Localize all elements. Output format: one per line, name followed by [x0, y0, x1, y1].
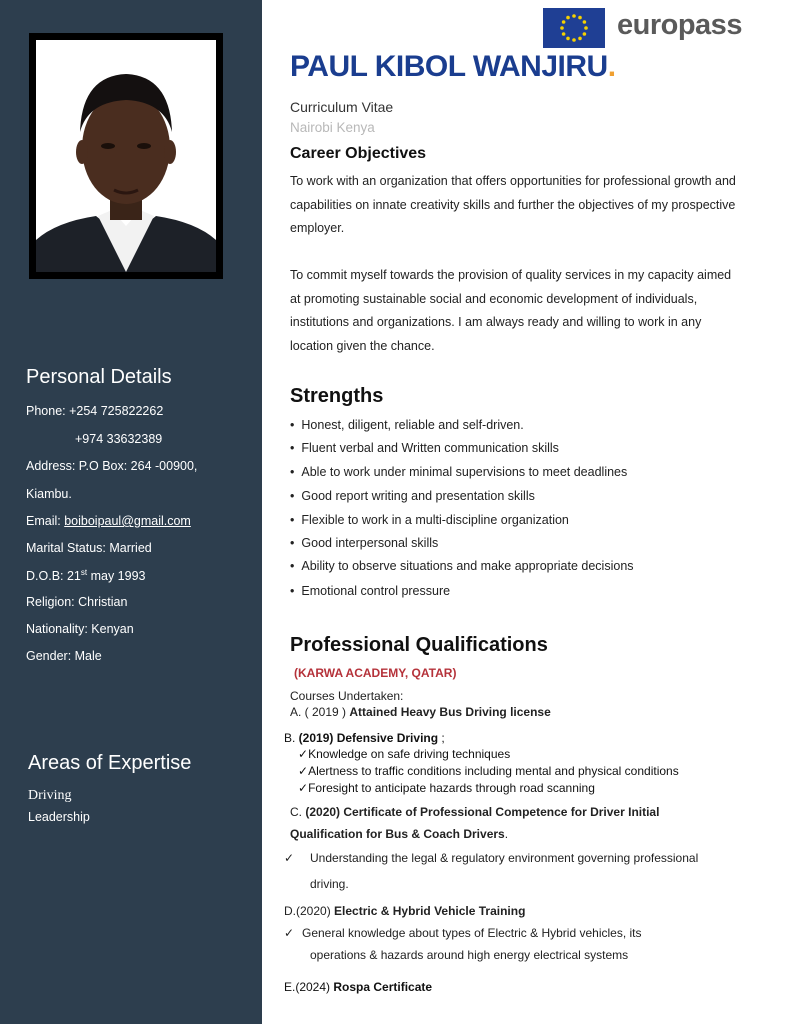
qualification-c-item-line-1: Understanding the legal & regulatory environment governing professional [310, 851, 699, 865]
qualification-c [290, 805, 659, 819]
qualification-b-prefix: B. [284, 731, 299, 745]
checkmark-icon: ✓ [298, 764, 309, 778]
strength-item: • Able to work under minimal supervisions to meet deadlines [290, 465, 627, 479]
qualification-e [284, 980, 432, 994]
qualification-d-title: Electric & Hybrid Vehicle Training [334, 904, 526, 918]
qualification-b-item: ✓Alertness to traffic conditions including mental and physical conditions [298, 764, 679, 778]
email-link[interactable]: boiboipaul@gmail.com [64, 514, 191, 528]
dob-superscript: st [80, 568, 88, 577]
strength-item: • Good report writing and presentation skills [290, 489, 535, 503]
qualification-d-item-line-1: General knowledge about types of Electric & Hybrid vehicles, its [302, 926, 642, 940]
checkmark-icon: ✓ [284, 926, 295, 940]
dob-suffix: may 1993 [87, 569, 146, 584]
gender: Gender: Male [26, 649, 102, 663]
qualification-b-title: (2019) Defensive Driving [298, 731, 439, 745]
strength-item: • Honest, diligent, reliable and self-driven. [290, 418, 524, 432]
institution-name: (KARWA ACADEMY, QATAR) [294, 666, 457, 680]
location: Nairobi Kenya [290, 120, 375, 135]
expertise-item-driving: Driving [28, 788, 72, 803]
europass-logo-text: europass [617, 9, 742, 41]
strength-item: • Flexible to work in a multi-discipline organization [290, 513, 569, 527]
applicant-name [290, 50, 616, 84]
personal-details-heading: Personal Details [26, 366, 172, 388]
qualification-c-title-2: Qualification for Bus & Coach Drivers [290, 827, 505, 841]
strength-item: • Ability to observe situations and make appropriate decisions [290, 559, 634, 573]
email-label: Email: [26, 514, 65, 528]
strengths-heading: Strengths [290, 385, 384, 407]
checkmark-icon: ✓ [284, 851, 295, 865]
qualification-d-item-line-2: operations & hazards around high energy electrical systems [310, 948, 629, 962]
qualification-b-suffix: ; [438, 731, 445, 745]
qualification-d [284, 904, 525, 918]
main-content [262, 0, 791, 1024]
career-objectives-heading: Career Objectives [290, 145, 427, 162]
eu-flag-icon [543, 8, 605, 48]
doc-type: Curriculum Vitae [290, 99, 394, 115]
qualification-b-item: ✓Knowledge on safe driving techniques [298, 747, 511, 761]
areas-of-expertise-heading: Areas of Expertise [28, 752, 192, 774]
courses-label: Courses Undertaken: [290, 689, 404, 703]
phone-primary: Phone: +254 725822262 [26, 404, 164, 418]
qualification-e-title: Rospa Certificate [333, 980, 433, 994]
qualifications-heading: Professional Qualifications [290, 634, 548, 656]
sidebar [0, 0, 262, 1024]
career-paragraph-1: To work with an organization that offers opportunities for professional growth and capabilities on innate creativity skills and further the objectives of my prospective employer. [290, 174, 736, 235]
qualification-c-prefix: C. [290, 805, 306, 819]
qualification-a-prefix: A. ( 2019 ) [290, 705, 350, 719]
name-dot: . [607, 50, 616, 83]
checkmark-icon: ✓ [298, 747, 309, 761]
qualification-a [290, 705, 551, 719]
qualification-c-line-2: Qualification for Bus & Coach Drivers. [290, 827, 509, 841]
email-row [26, 514, 191, 528]
strength-item: • Emotional control pressure [290, 584, 450, 598]
profile-photo [36, 40, 216, 272]
dob-prefix: D.O.B: 21 [26, 569, 81, 584]
date-of-birth [26, 568, 146, 583]
name-text: PAUL KIBOL WANJIRU [290, 50, 608, 83]
qualification-b [284, 731, 445, 745]
address-line-1: Address: P.O Box: 264 -00900, [26, 459, 198, 473]
qualification-b-item: ✓Foresight to anticipate hazards through road scanning [298, 781, 595, 795]
expertise-item-leadership: Leadership [28, 810, 90, 824]
strength-item: • Good interpersonal skills [290, 536, 438, 550]
qualification-c-title-1: (2020) Certificate of Professional Competence for Driver Initial [305, 805, 660, 819]
profile-photo-frame [29, 33, 223, 279]
qualification-d-prefix: D.(2020) [284, 904, 335, 918]
marital-status: Marital Status: Married [26, 541, 152, 555]
qualification-c-item-line-2: driving. [310, 877, 349, 891]
career-paragraph-2: To commit myself towards the provision of quality services in my capacity aimed at promoting sustainable social and economic development of individuals, institutions and organizations. I am always ready and willing to work in any location given the chance. [290, 268, 732, 353]
qualification-e-prefix: E.(2024) [284, 980, 334, 994]
religion: Religion: Christian [26, 595, 128, 609]
phone-secondary: +974 33632389 [75, 432, 163, 446]
address-line-2: Kiambu. [26, 487, 72, 501]
checkmark-icon: ✓ [298, 781, 309, 795]
qualification-a-title: Attained Heavy Bus Driving license [349, 705, 551, 719]
nationality: Nationality: Kenyan [26, 622, 134, 636]
strength-item: • Fluent verbal and Written communication skills [290, 441, 559, 455]
europass-logo [543, 8, 605, 48]
